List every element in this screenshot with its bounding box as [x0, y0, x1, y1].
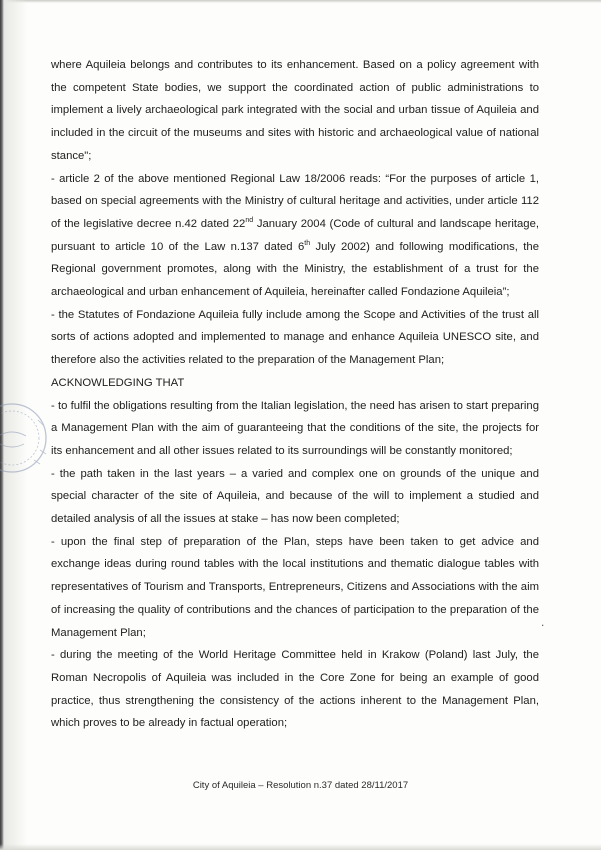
paragraph-park: where Aquileia belongs and contributes to its enhancement. Based on a policy agreement with the competent State bodies, we support the coordinated action of public administrations to implement a lively archaeological park integrated with the social and urban tissue of Aquileia and included in the circuit of the museums and sites with historic and archaeological value of national stance"; — [51, 59, 539, 162]
ordinal-suffix-th: th — [304, 239, 311, 247]
paragraph-world-heritage: - during the meeting of the World Heritage Committee held in Krakow (Poland) last July, the Roman Necropolis of Aquileia was included in the Core Zone for being an example of good practice, thus strengthening the consistency of the actions inherent to the Management Plan, which proves to be already in factual operation; — [51, 649, 539, 730]
article-2-text-2: January 2004 (Code of cultural and landscape heritage, pursuant to article 10 of the Law n.137 dated 6 — [51, 217, 539, 253]
margin-mark: . — [541, 615, 545, 629]
ordinal-suffix-nd: nd — [245, 217, 254, 225]
paragraph-statutes: - the Statutes of Fondazione Aquileia fully include among the Scope and Activities of the trust all sorts of actions adopted and implemented to manage and enhance Aquileia UNESCO site, and therefore also the activities related to the preparation of the Management Plan; — [51, 308, 539, 367]
article-2-text-3: July 2002) and following modifications, the Regional government promotes, along with the Ministry, the establishment of a trust for the archaeological and urban enhancement of Aquileia, hereinafter called Fondazione Aquileia”; — [51, 240, 539, 299]
page-top-edge — [0, 0, 601, 3]
page-bottom-edge — [0, 844, 601, 850]
paragraph-path-taken: - the path taken in the last years – a varied and complex one on grounds of the unique and special character of the site of Aquileia, and because of the will to implement a studied and detailed analysis of all the issues at stake – has now been completed; — [51, 467, 539, 526]
section-heading-acknowledging: ACKNOWLEDGING THAT — [51, 376, 185, 389]
page-footer: City of Aquileia – Resolution n.37 dated 28/11/2017 — [192, 780, 409, 791]
article-2-text-1: - article 2 of the above mentioned Regional Law 18/2006 reads: “For the purposes of article 1, based on special agreements with the Ministry of cultural heritage and activities, under article 112 of the legislative decree n.42 dated 22 — [51, 172, 539, 230]
paragraph-obligations: - to fulfil the obligations resulting from the Italian legislation, the need has arisen to start preparing a Management Plan with the aim of guaranteeing that the conditions of the site, the projects for its enhancement and all other issues related to its surroundings will be constantly monitored; — [51, 399, 539, 457]
paragraph-article-2 — [51, 168, 539, 304]
paragraph-round-tables: - upon the final step of preparation of the Plan, steps have been taken to get advice and exchange ideas during round tables with the local institutions and thematic dialogue tables with representatives of Tourism and Transports, Entrepreneurs, Citizens and Associations with the aim of increasing the quality of contributions and the chances of participation to the preparation of the Management Plan; — [51, 535, 539, 639]
document-body — [51, 54, 539, 735]
official-stamp-icon — [0, 398, 58, 478]
